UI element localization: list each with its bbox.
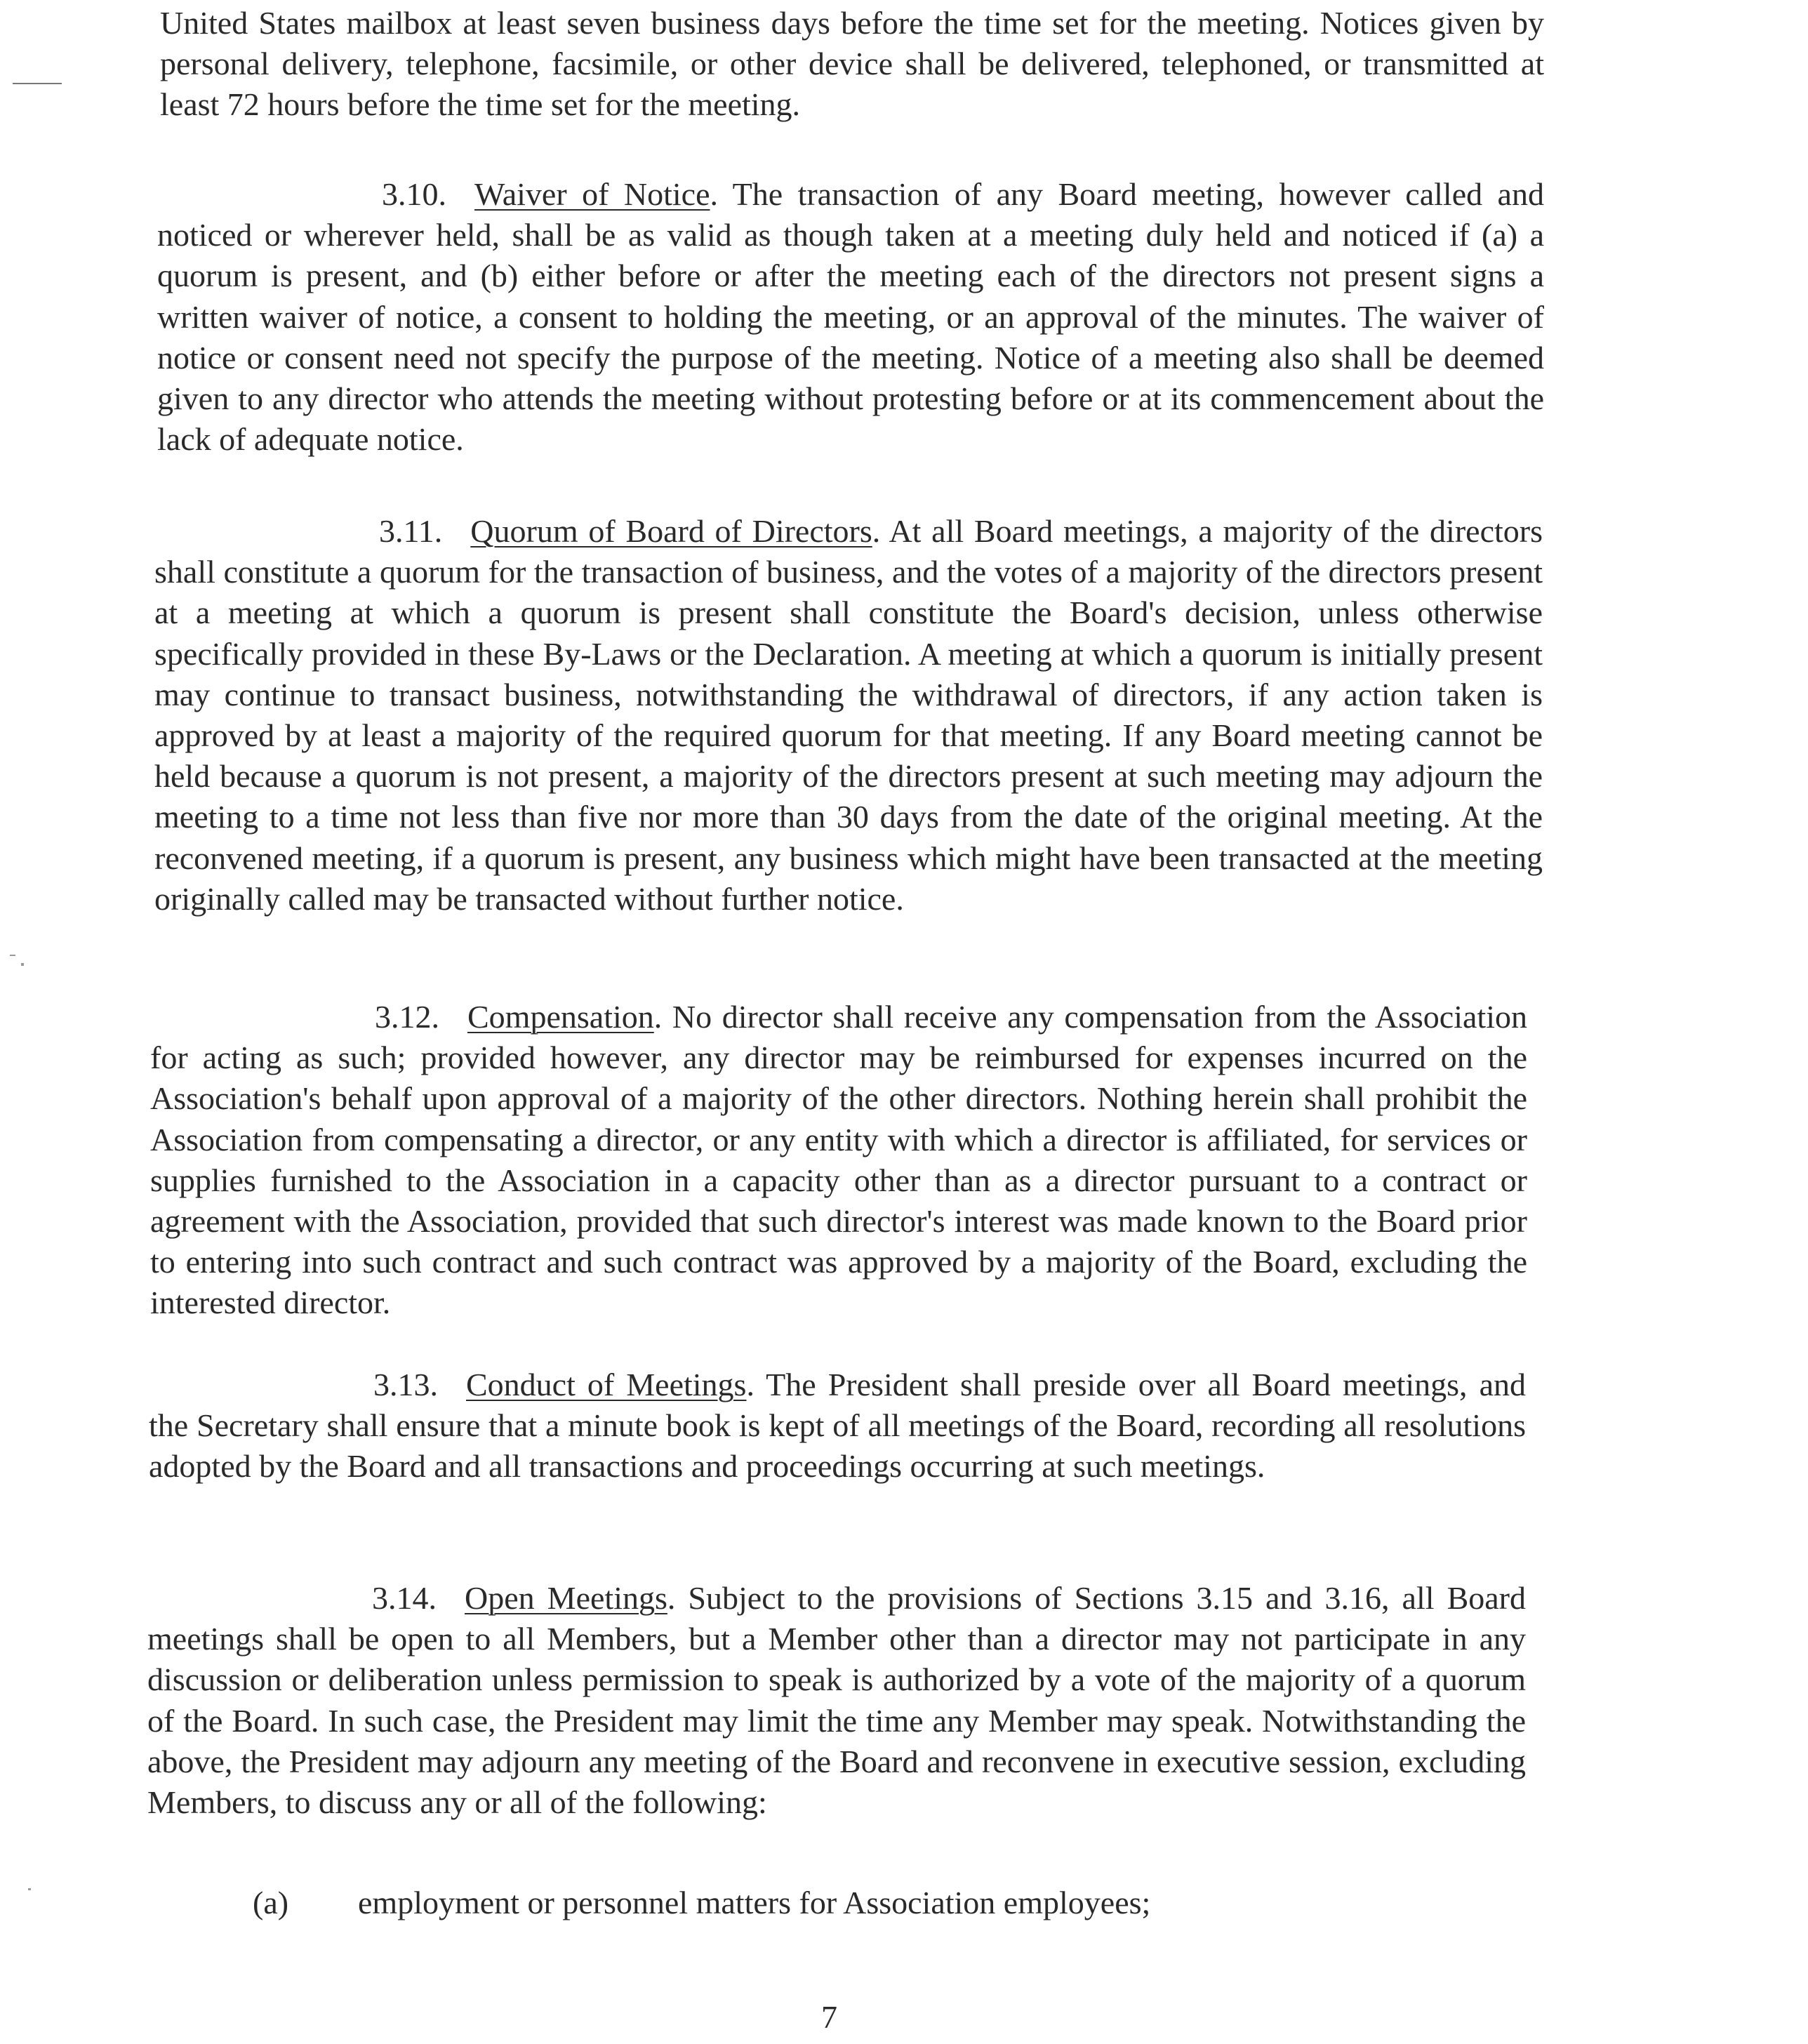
section-3-14 <box>147 1578 1526 1823</box>
section-body: . The transaction of any Board meeting, however called and noticed or wherever held, shall be as valid as though taken at a meeting duly held and noticed if (a) a quorum is present, and (b) either before or after the meeting each of the directors not present signs a written waiver of notice, a consent to holding the meeting, or an approval of the minutes. The waiver of notice or consent need not specify the purpose of the meeting. Notice of a meeting also shall be deemed given to any director who attends the meeting without protesting before or at its commencement about the lack of adequate notice. <box>157 176 1544 458</box>
list-item-a <box>253 1883 1150 1923</box>
list-item-label: (a) <box>253 1885 289 1920</box>
section-title: Open Meetings <box>465 1580 667 1616</box>
section-title: Quorum of Board of Directors <box>470 513 872 549</box>
section-number: 3.11. <box>379 513 443 549</box>
section-body: . No director shall receive any compensation from the Association for acting as such; provided however, any director may be reimbursed for expenses incurred on the Association's behalf upon approval of a majority of the other directors. Nothing herein shall prohibit the Association from compensating a director, or any entity with which a director is affiliated, for services or supplies furnished to the Association in a capacity other than as a director pursuant to a contract or agreement with the Association, provided that such director's interest was made known to the Board prior to entering into such contract and such contract was approved by a majority of the Board, excluding the interested director. <box>150 999 1527 1321</box>
section-number: 3.12. <box>375 999 439 1035</box>
section-title: Waiver of Notice <box>474 176 710 212</box>
scan-speck <box>10 955 15 956</box>
list-item-text: employment or personnel matters for Association employees; <box>358 1885 1151 1920</box>
page-number: 7 <box>821 1999 837 2035</box>
continuation-paragraph: United States mailbox at least seven business days before the time set for the meeting. Notices given by personal delivery, telephone, facsimile, or other device shall be delivered, telephoned, or transmitted at least 72 hours before the time set for the meeting. <box>160 5 1544 123</box>
section-number: 3.14. <box>372 1580 437 1616</box>
section-title: Compensation <box>467 999 654 1035</box>
scan-speck <box>21 963 24 966</box>
section-3-10 <box>157 174 1544 460</box>
section-title: Conduct of Meetings <box>466 1367 747 1402</box>
section-number: 3.13. <box>373 1367 438 1402</box>
section-body: . Subject to the provisions of Sections 3.15 and 3.16, all Board meetings shall be open to all Members, but a Member other than a director may not participate in any discussion or deliberation unless permission to speak is authorized by a vote of the majority of a quorum of the Board. In such case, the President may limit the time any Member may speak. Notwithstanding the above, the President may adjourn any meeting of the Board and reconvene in executive session, excluding Members, to discuss any or all of the following: <box>147 1580 1526 1821</box>
section-3-13 <box>149 1365 1526 1487</box>
scan-speck <box>28 1888 31 1890</box>
section-3-11 <box>154 511 1543 920</box>
section-body: . The President shall preside over all Board meetings, and the Secretary shall ensure that a minute book is kept of all meetings of the Board, recording all resolutions adopted by the Board and all transactions and proceedings occurring at such meetings. <box>149 1367 1526 1485</box>
section-3-12 <box>150 997 1527 1324</box>
margin-mark <box>13 83 62 84</box>
section-number: 3.10. <box>382 176 446 212</box>
section-body: . At all Board meetings, a majority of the directors shall constitute a quorum for the transaction of business, and the votes of a majority of the directors present at a meeting at which a quorum is present shall constitute the Board's decision, unless otherwise specifically provided in these By-Laws or the Declaration. A meeting at which a quorum is initially present may continue to transact business, notwithstanding the withdrawal of directors, if any action taken is approved by at least a majority of the required quorum for that meeting. If any Board meeting cannot be held because a quorum is not present, a majority of the directors present at such meeting may adjourn the meeting to a time not less than five nor more than 30 days from the date of the original meeting. At the reconvened meeting, if a quorum is present, any business which might have been transacted at the meeting originally called may be transacted without further notice. <box>154 513 1543 917</box>
